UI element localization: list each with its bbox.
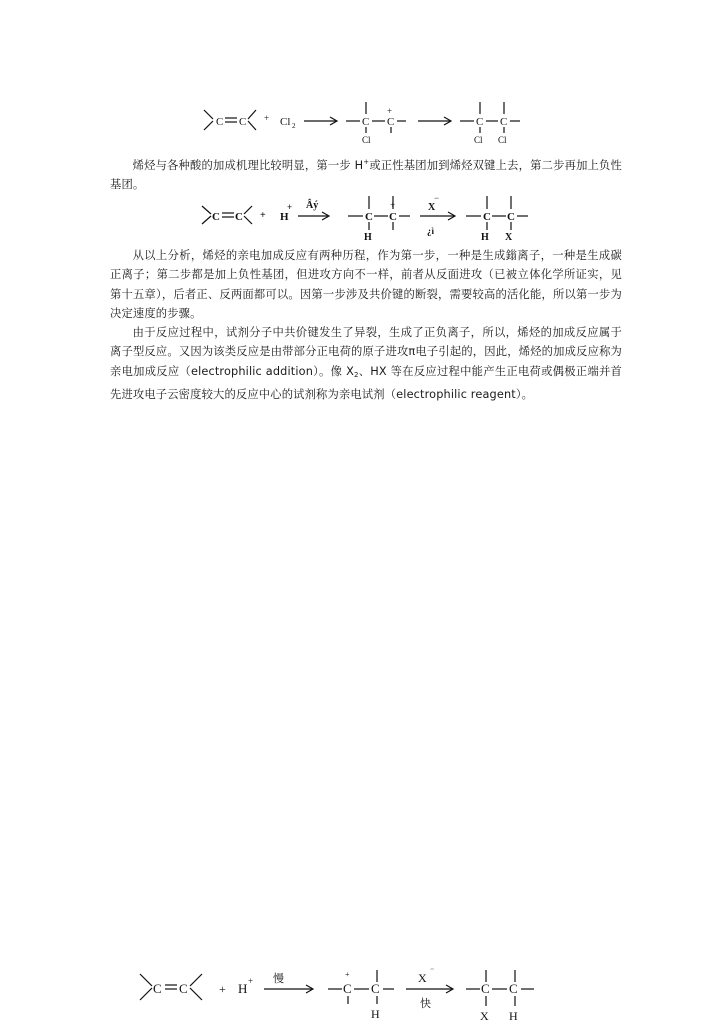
- carbocation-charge: +: [390, 200, 396, 210]
- product-cl-right: Cl: [498, 135, 507, 145]
- cation-carbon-right: C: [389, 211, 397, 223]
- para3-subscript: 2: [353, 370, 359, 379]
- product-carbon-right: C: [500, 116, 508, 128]
- product-carbon-left: C: [481, 981, 490, 996]
- carbocation-charge: +: [345, 970, 350, 979]
- product-carbon-left: C: [483, 211, 491, 223]
- step2-reagent-x: X: [418, 971, 427, 985]
- alkene-carbon-right: C: [235, 211, 243, 223]
- product-carbon-right: C: [507, 211, 515, 223]
- product-x: X: [480, 1009, 489, 1023]
- reaction-scheme-hx-addition: [198, 194, 538, 244]
- para1-text-a: 烯烃与各种酸的加成机理比较明显，第一步 H: [132, 159, 364, 172]
- product-cl-left: Cl: [474, 135, 483, 145]
- reagent-h: H: [280, 211, 289, 223]
- paragraph-mechanism-analysis: [110, 246, 622, 324]
- cation-carbon-right: C: [371, 981, 380, 996]
- alkene-carbon-right: C: [179, 981, 188, 996]
- reaction-scheme-bottom: [136, 964, 546, 1022]
- step2-label: 快: [420, 998, 431, 1010]
- para1-text-b: 或正性基团加到烯烃双键上去，第二步再加上负性基团。: [110, 159, 622, 192]
- step2-reagent-charge: −: [434, 193, 440, 203]
- reagent-h: H: [238, 981, 248, 996]
- cation-h: H: [371, 1007, 380, 1021]
- reagent-charge: +: [248, 976, 254, 986]
- carbocation-charge: +: [387, 106, 393, 116]
- step2-reagent-charge: ⁻: [430, 966, 435, 975]
- paragraph-acid-addition: [110, 153, 622, 195]
- cation-carbon-left: C: [362, 116, 370, 128]
- product-h: H: [481, 232, 489, 243]
- paragraph-electrophilic-addition: [110, 323, 622, 405]
- alkene-carbon-left: C: [153, 981, 162, 996]
- para3-text-a: 由于反应过程中，试剂分子中共价键发生了异裂，生成了正负离子，所以，烯烃的加成反应属于离子型反应。又因为该类反应是由带部分正电荷的原子进攻π电子引起的，因此，烯烃的加成反应称为亲电加成反应（electrophilic addition）。像 X: [110, 326, 622, 378]
- product-carbon-right: C: [509, 981, 518, 996]
- cation-h: H: [364, 232, 372, 243]
- alkene-carbon-left: C: [212, 211, 220, 223]
- step1-label: 慢: [273, 973, 284, 985]
- step1-label: Âý: [306, 200, 319, 211]
- plus-sign: +: [264, 113, 270, 123]
- reagent-cl: Cl: [280, 116, 291, 128]
- alkene-carbon-left: C: [216, 116, 224, 128]
- plus-sign: +: [260, 210, 266, 221]
- plus-sign: +: [219, 982, 226, 996]
- para1-superscript: +: [363, 158, 370, 166]
- product-carbon-left: C: [476, 116, 484, 128]
- reagent-subscript: 2: [292, 122, 296, 130]
- alkene-carbon-right: C: [239, 116, 247, 128]
- cation-carbon-left: C: [343, 981, 352, 996]
- product-x: X: [505, 232, 513, 243]
- para2-text: 从以上分析，烯烃的亲电加成反应有两种历程，作为第一步，一种是生成鎓离子，一种是生成碳正离子；第二步都是加上负性基团，但进攻方向不一样，前者从反面进攻（已被立体化学所证实，见第十五章），后者正、反两面都可以。因第一步涉及共价键的断裂，需要较高的活化能，所以第一步为决定速度的步骤。: [110, 249, 622, 321]
- product-h: H: [509, 1009, 518, 1023]
- reagent-charge: +: [287, 202, 293, 212]
- cation-carbon-left: C: [365, 211, 373, 223]
- cation-cl: Cl: [362, 135, 371, 145]
- step2-label: ¿ì: [427, 226, 435, 236]
- cation-carbon-right: C: [387, 116, 395, 128]
- reaction-scheme-chlorination: [200, 100, 540, 150]
- step2-reagent-x: X: [428, 202, 436, 213]
- para3-text-b: 、HX 等在反应过程中能产生正电荷或偶极正端并首先进攻电子云密度较大的反应中心的试剂称为亲电试剂（electrophilic reagent）。: [110, 364, 622, 402]
